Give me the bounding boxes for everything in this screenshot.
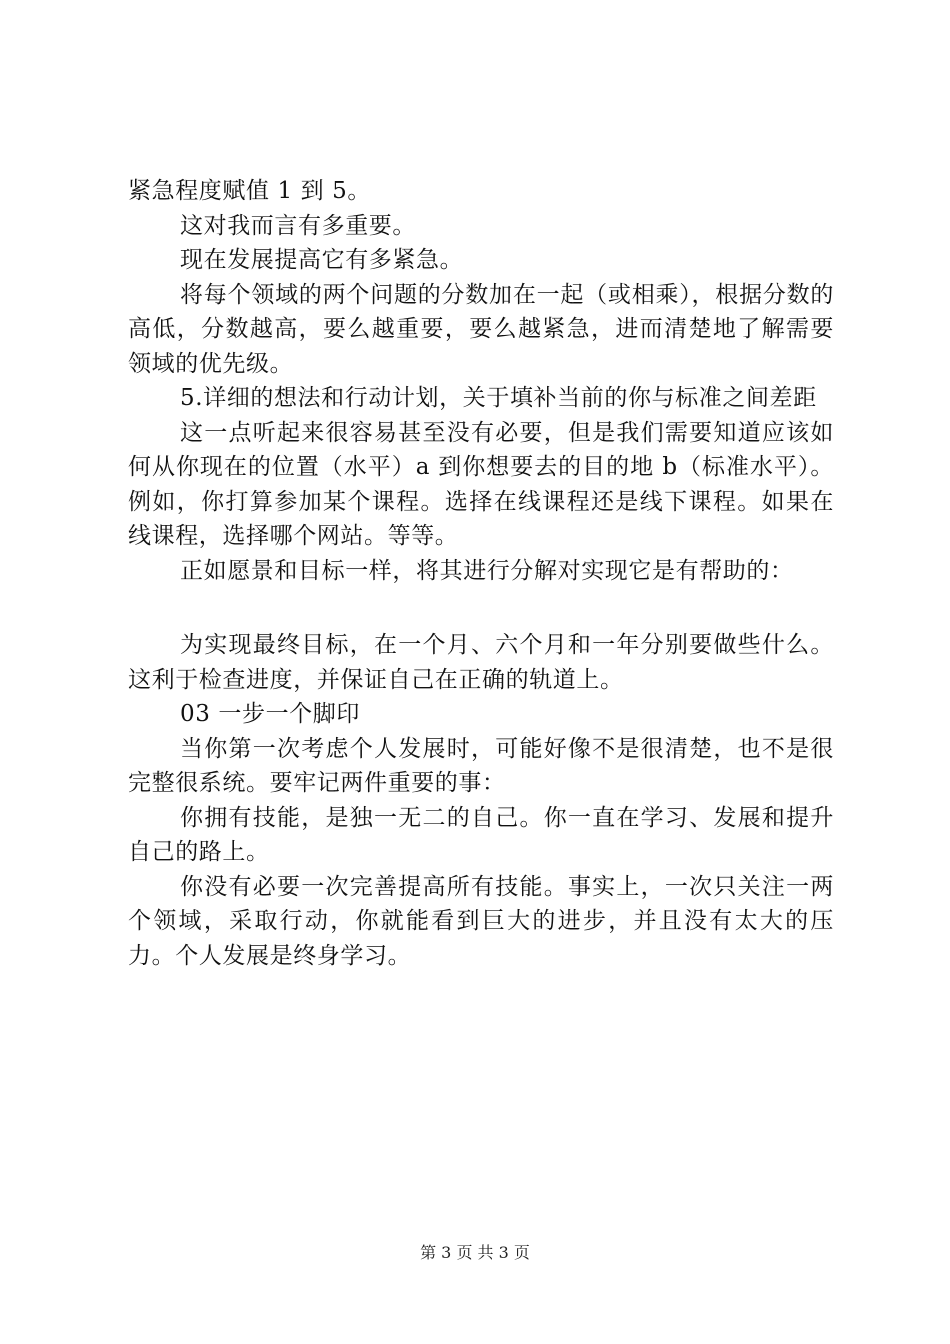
page-number-footer: 第 3 页 共 3 页 <box>420 1243 530 1262</box>
paragraph-importance-question: 这对我而言有多重要。 <box>180 212 416 239</box>
paragraph-action-plan-detail: 这一点听起来很容易甚至没有必要，但是我们需要知道应该如何从你现在的位置（水平）a 到你想要去的目的地 b（标准水平）。例如，你打算参加某个课程。选择在线课程还是线下课程。如果在线课程，选择哪个网站。等等。 <box>128 419 834 549</box>
paragraph-priority-calculation: 将每个领域的两个问题的分数加在一起（或相乘），根据分数的高低，分数越高，要么越重要，要么越紧急，进而清楚地了解需要领域的优先级。 <box>128 281 834 377</box>
document-body <box>128 174 834 973</box>
paragraph-two-things: 当你第一次考虑个人发展时，可能好像不是很清楚，也不是很完整很系统。要牢记两件重要的事： <box>128 735 834 796</box>
paragraph-unique-skills: 你拥有技能，是独一无二的自己。你一直在学习、发展和提升自己的路上。 <box>128 804 834 865</box>
paragraph-lifelong-learning: 你没有必要一次完善提高所有技能。事实上，一次只关注一两个领域，采取行动，你就能看到巨大的进步，并且没有太大的压力。个人发展是终身学习。 <box>128 873 834 969</box>
paragraph-breakdown-goal: 正如愿景和目标一样，将其进行分解对实现它是有帮助的： <box>180 557 794 584</box>
paragraph-urgency-score: 紧急程度赋值 1 到 5。 <box>128 178 371 204</box>
paragraph-urgency-question: 现在发展提高它有多紧急。 <box>180 247 464 273</box>
paragraph-milestones: 为实现最终目标，在一个月、六个月和一年分别要做些什么。这利于检查进度，并保证自己在正确的轨道上。 <box>128 632 834 693</box>
section-heading-step-by-step: 03 一步一个脚印 <box>180 701 360 727</box>
paragraph-spacer <box>128 588 834 628</box>
section-heading-action-plan: 5.详细的想法和行动计划，关于填补当前的你与标准之间差距 <box>180 385 817 411</box>
